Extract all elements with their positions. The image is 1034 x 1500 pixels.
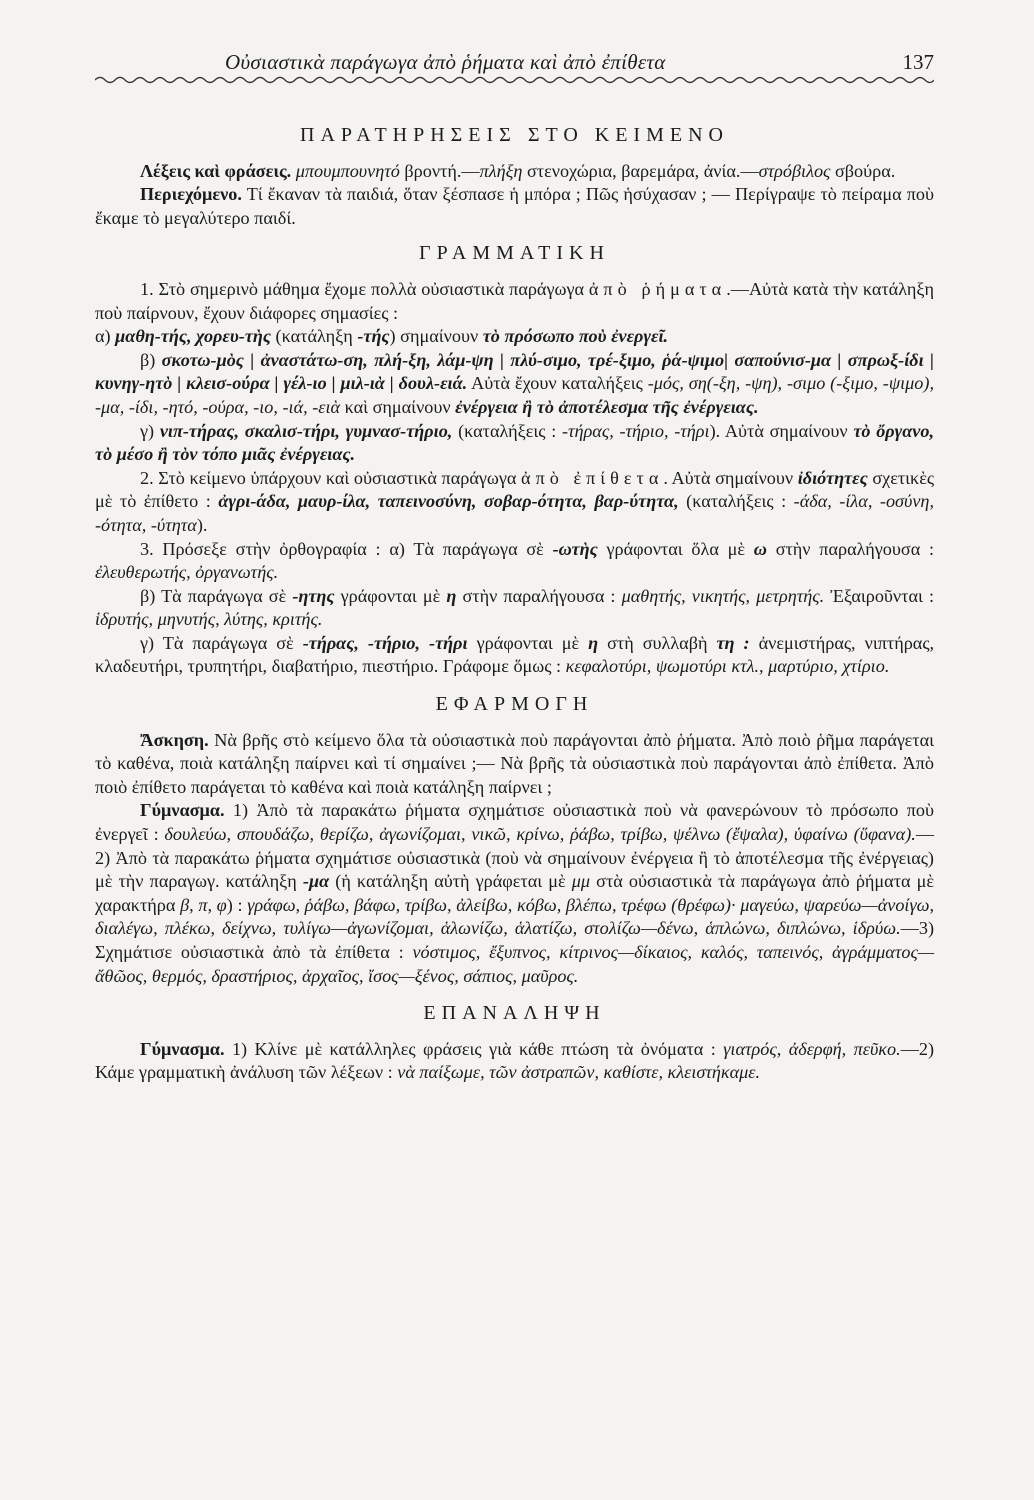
running-title: Οὐσιαστικὰ παράγωγα ἀπὸ ῥήματα καὶ ἀπὸ ἐπίθετα <box>225 50 666 74</box>
review-text-1: 1) Κλίνε μὲ κατάλληλες φράσεις γιὰ κάθε πτώση τὰ ὀνόματα : <box>231 1038 716 1059</box>
drill-mm: μμ <box>571 871 591 892</box>
word-2: πλήξη <box>479 160 523 181</box>
drill-text-4: στὰ οὐσιαστικὰ τὰ παράγωγα ἀπὸ ῥήματα μὲ χαρακτήρα <box>95 871 935 915</box>
exercise-text: Νὰ βρῆς στὸ κείμενο ὅλα τὰ οὐσιαστικὰ ποὺ παράγονται ἀπὸ ῥήματα. Ἀπὸ ποιὸ ῥῆμα παράγεται τὸ καθένα, ποιὰ κατάληξη παίρνει καὶ τί σημαίνει ;— Νὰ βρῆς τὰ οὐσιαστικὰ ποὺ παράγονται ἀπὸ ἐπίθετα. Ἀπὸ ποιὸ ἐπίθετο παράγεται τὸ καθένα καὶ ποιὰ κατάληξη παίρνει ; <box>95 729 935 797</box>
c-label: γ) <box>140 420 155 441</box>
g3c-syllable: τη : <box>716 632 750 653</box>
g2-text-2: Αὐτὰ σημαίνουν <box>671 467 794 488</box>
g3b-text: β) Τὰ παράγωγα σὲ <box>140 585 287 606</box>
g3c-letter: η <box>588 632 599 653</box>
review-drill <box>95 1038 934 1085</box>
c-suffixes: -τήρας, -τήριο, -τήρι <box>561 420 710 441</box>
page-number: 137 <box>902 50 934 74</box>
section-heading-review: ΕΠΑΝΑΛΗΨΗ <box>423 1002 606 1025</box>
g2-dot: . <box>663 467 668 488</box>
g2-properties: ἰδιότητες <box>797 467 868 488</box>
g3b-exceptions-label: Ἐξαιροῦνται : <box>830 585 935 606</box>
g3c-exceptions: κεφαλοτύρι, ψωμοτύρι κτλ., μαρτύριο, χτίριο. <box>565 656 890 677</box>
content-label: Περιεχόμενο. <box>140 184 242 205</box>
review-text-2: —2) Κάμε γραμματικὴ ἀνάλυση τῶν λέξεων : <box>95 1038 935 1083</box>
g3c-suffixes: -τήρας, -τήριο, -τήρι <box>302 632 468 653</box>
g1-text: 1. Στὸ σημερινὸ μάθημα ἔχομε πολλὰ οὐσιαστικὰ παράγωγα <box>140 278 585 299</box>
g1-spaced: ἀπὸ ῥήματα <box>588 278 727 299</box>
a-suffix: -τής <box>357 326 390 347</box>
g2-suffixes: -άδα, -ίλα, -οσύνη, -ότητα, -ύτητα <box>95 491 934 535</box>
g3-suffix: -ωτὴς <box>552 538 598 559</box>
g3b-letter: η <box>446 585 457 606</box>
g3b-text-2: γράφονται μὲ <box>340 585 441 606</box>
g3c-text-3: στὴ συλλαβὴ <box>607 632 708 653</box>
drill-suffix: -μα <box>302 871 330 892</box>
g3c-examples: ἀνεμιστήρας, νιπτήρας, κλαδευτήρι, τρυπητήρι, διαβατήριο, πιεστήριο. Γράφομε ὅμως : <box>95 632 935 677</box>
a-examples: μαθη-τής, χορευ-τὴς <box>115 326 271 347</box>
word-2-gloss: στενοχώρια, βαρεμάρα, ἀνία.— <box>526 160 759 181</box>
g3-examples: ἐλευθερωτής, ὀργανωτής. <box>95 562 279 583</box>
review-words: νὰ παίξωμε, τῶν ἀστραπῶν, καθίστε, κλειστήκαμε. <box>397 1062 761 1083</box>
g3b-suffix: -ητης <box>292 585 335 606</box>
words-label: Λέξεις καὶ φράσεις. <box>140 160 292 181</box>
b-note: Αὐτὰ ἔχουν καταλήξεις - <box>471 373 654 394</box>
a-note-2: ) σημαίνουν <box>389 326 479 347</box>
grammar-point-3c <box>95 632 934 679</box>
grammar-point-1a <box>95 325 934 349</box>
g3c-text-2: γράφονται μὲ <box>476 632 580 653</box>
g3b-text-3: στὴν παραλήγουσα : <box>462 585 616 606</box>
c-close: ). <box>709 420 721 441</box>
section-heading-grammar: ΓΡΑΜΜΑΤΙΚΗ <box>419 242 610 265</box>
g3-letter: ω <box>753 538 767 559</box>
g2-note: (καταλήξεις : <box>686 491 787 512</box>
c-examples: νιπ-τήρας, σκαλισ-τήρι, γυμνασ-τήριο, <box>159 420 453 441</box>
review-label: Γύμνασμα. <box>140 1038 225 1059</box>
g1-text-2: .—Αὐτὰ κατὰ τὴν κατάληξη ποὺ παίρνουν, ἔχουν διάφορες σημασίες : <box>95 278 934 323</box>
a-meaning: τὸ πρόσωπο ποὺ ἐνεργεῖ. <box>482 326 669 347</box>
section-heading-application: ΕΦΑΡΜΟΓΗ <box>435 693 594 716</box>
g3-text-2: γράφονται ὅλα μὲ <box>606 538 745 559</box>
a-note: (κατάληξη <box>275 326 353 347</box>
header-wavy-rule <box>95 74 934 86</box>
c-note: (καταλήξεις : <box>458 420 557 441</box>
drill-text-2: — 2) Ἀπὸ τὰ παρακάτω ῥήματα σχημάτισε οὐσιαστικὰ (ποὺ νὰ σημαίνουν ἐνέργεια ἢ τὸ ἀποτέλεσμα τῆς ἐνέργειας) μὲ τὴν παραγωγ. κατάληξη <box>95 824 935 892</box>
grammar-point-1 <box>95 278 934 325</box>
g3-text: 3. Πρόσεξε στὴν ὀρθογραφία : α) Τὰ παράγωγα σὲ <box>140 538 544 559</box>
drill-text-3: (ἡ κατάληξη αὐτὴ γράφεται μὲ <box>335 871 566 892</box>
g2-close: ). <box>196 514 208 535</box>
grammar-point-3b <box>95 585 934 632</box>
g2-text: 2. Στὸ κείμενο ὑπάρχουν καὶ οὐσιαστικὰ παράγωγα <box>140 467 517 488</box>
b-suffixes: μός, ση(-ξη, -ψη), -σιμο (-ξιμο, -ψιμο), -μα, -ίδι, -ητό, -ούρα, -ιο, -ιά, -ειὰ <box>95 373 934 417</box>
drill-close: ) : <box>226 894 243 915</box>
grammar-point-3a <box>95 538 934 585</box>
g3c-text: γ) Τὰ παράγωγα σὲ <box>140 632 294 653</box>
drill-text-5: —3) Σχημάτισε οὐσιαστικὰ ἀπὸ τὰ ἐπίθετα : <box>95 918 934 962</box>
grammar-point-2 <box>95 467 934 538</box>
b-note-2: καὶ σημαίνουν <box>344 396 451 417</box>
drill-label: Γύμνασμα. <box>140 800 225 821</box>
b-label: β) <box>140 349 156 370</box>
review-nouns: γιατρός, ἀδερφή, πεῦκο. <box>723 1038 901 1059</box>
c-meaning: τὸ ὄργανο, τὸ μέσο ἢ τὸν τόπο μιᾶς ἐνέργειας. <box>95 420 935 465</box>
word-1-gloss: βροντή.— <box>404 160 480 181</box>
g2-text-3: σχετικὲς μὲ τὸ ἐπίθετο : <box>95 467 935 512</box>
g3b-exceptions: ἱδρυτής, μηνυτής, λύτης, κριτής. <box>95 609 323 630</box>
a-label: α) <box>95 326 111 347</box>
content-questions <box>95 183 934 230</box>
exercise-label: Ἄσκηση. <box>140 729 209 750</box>
drill-adjectives: νόστιμος, ἔξυπνος, κίτρινος—δίκαιος, καλός, ταπεινός, ἀγράμματος—ἄθῶος, θερμός, δραστήριος, ἀρχαῖος, ἴσος—ξένος, σάπιος, μαῦρος. <box>95 942 935 986</box>
word-1: μπουμπουνητό <box>295 160 400 181</box>
exercise <box>95 729 934 800</box>
page-body <box>95 118 934 1085</box>
section-heading-observations: ΠΑΡΑΤΗΡΗΣΕΙΣ ΣΤΟ ΚΕΙΜΕΝΟ <box>300 124 729 146</box>
drill-chars: β, π, φ <box>180 894 227 915</box>
g3-text-3: στὴν παραλήγουσα : <box>775 538 935 559</box>
b-meaning: ἐνέργεια ἢ τὸ ἀποτέλεσμα τῆς ἐνέργειας. <box>455 396 759 417</box>
drill-verbs-2: γράφω, ῥάβω, βάφω, τρίβω, ἀλείβω, κόβω, βλέπω, τρέφω (θρέφω)· μαγεύω, ψαρεύω—ἀνοίγω, διαλέγω, πλέκω, δείχνω, τυλίγω—ἀγωνίζομαι, ἁλωνίζω, ἁλατίζω, στολίζω—δένω, ἁπλώνω, διπλώνω, ἱδρύω. <box>95 894 935 939</box>
g2-spaced: ἀπὸ ἐπίθετα <box>521 467 664 488</box>
g2-examples: ἀγρι-άδα, μαυρ-ίλα, ταπεινοσύνη, σοβαρ-ότητα, βαρ-ύτητα, <box>218 491 679 512</box>
words-and-phrases <box>95 160 934 184</box>
drill-text-1: 1) Ἀπὸ τὰ παρακάτω ῥήματα σχημάτισε οὐσιαστικὰ ποὺ νὰ φανερώνουν τὸ πρόσωπο ποὺ ἐνεργεῖ : <box>95 800 935 845</box>
word-3: στρόβιλος <box>758 160 831 181</box>
b-examples: σκοτω-μὸς | ἀναστάτω-ση, πλή-ξη, λάμ-ψη | πλύ-σιμο, τρέ-ξιμο, ῥά-ψιμο| σαπούνισ-μα | σπρωξ-ίδι | κυνηγ-ητὸ | κλεισ-ούρα | γέλ-ιο | μιλ-ιὰ | δουλ-ειά. <box>95 349 934 394</box>
content-text: Τί ἔκαναν τὰ παιδιά, ὅταν ξέσπασε ἡ μπόρα ; Πῶς ἡσύχασαν ; — Περίγραψε τὸ πείραμα ποὺ ἔκαμε τὸ μεγαλύτερο παιδί. <box>95 184 935 228</box>
drill <box>95 799 934 988</box>
g3b-examples: μαθητής, νικητής, μετρητής. <box>621 585 825 606</box>
page-header <box>95 44 934 84</box>
drill-verbs-1: δουλεύω, σπουδάζω, θερίζω, ἀγωνίζομαι, νικῶ, κρίνω, ῥάβω, τρίβω, ψέλνω (ἔψαλα), ὑφαίνω (ὕφανα). <box>164 824 916 845</box>
grammar-point-1b <box>95 349 934 420</box>
c-note-2: Αὐτὰ σημαίνουν <box>724 420 848 441</box>
word-3-gloss: σβούρα. <box>834 160 896 181</box>
grammar-point-1c <box>95 420 934 467</box>
